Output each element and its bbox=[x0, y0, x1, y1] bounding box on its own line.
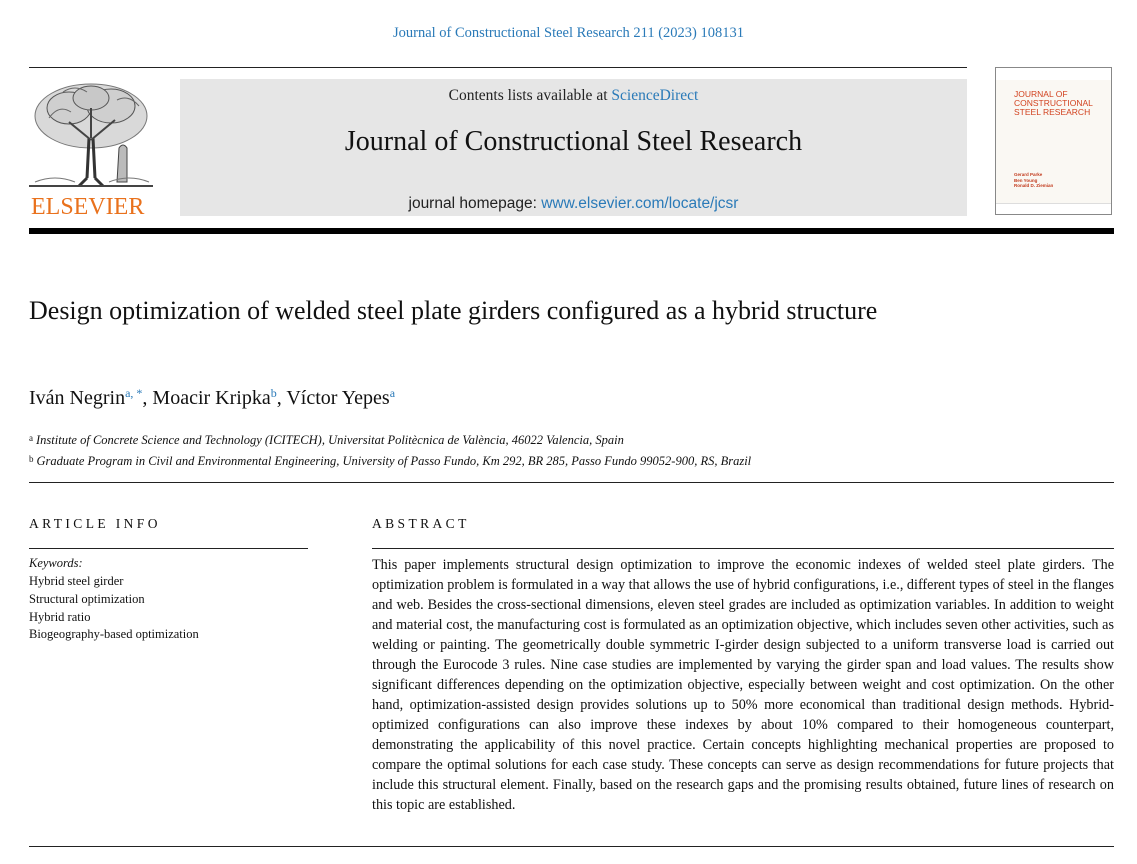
article-title: Design optimization of welded steel plate girders configured as a hybrid structure bbox=[29, 296, 878, 325]
abstract-rule bbox=[372, 548, 1114, 549]
keyword: Structural optimization bbox=[29, 591, 145, 606]
affiliation-text: Institute of Concrete Science and Technology (ICITECH), Universitat Politècnica de València, 46022 Valencia, Spain bbox=[36, 433, 624, 447]
top-rule bbox=[29, 67, 967, 68]
keyword: Hybrid steel girder bbox=[29, 574, 124, 588]
homepage-link[interactable]: www.elsevier.com/locate/jcsr bbox=[541, 195, 739, 212]
journal-citation[interactable]: Journal of Constructional Steel Research 211 (2023) 108131 bbox=[392, 25, 745, 41]
keywords-list bbox=[29, 573, 199, 644]
cover-title-line: STEEL RESEARCH bbox=[1014, 107, 1091, 117]
contents-line bbox=[180, 87, 967, 105]
affiliation-mark: b bbox=[29, 454, 34, 464]
sciencedirect-link[interactable]: ScienceDirect bbox=[611, 87, 699, 104]
affiliation bbox=[29, 429, 751, 450]
cover-top-band bbox=[996, 68, 1111, 80]
keywords-label: Keywords: bbox=[29, 556, 83, 570]
cover-editor: Ronald D. Ziemian bbox=[1014, 183, 1054, 188]
cover-editors bbox=[1014, 172, 1053, 189]
elsevier-wordmark: ELSEVIER bbox=[31, 194, 145, 220]
cover-title-line: CONSTRUCTIONAL bbox=[1014, 98, 1093, 108]
keyword: Biogeography-based optimization bbox=[29, 627, 199, 642]
homepage-prefix: journal homepage: bbox=[408, 195, 542, 212]
homepage-line bbox=[180, 195, 967, 213]
cover-title-line: JOURNAL OF bbox=[1014, 89, 1068, 99]
header-thick-rule bbox=[29, 228, 1114, 234]
bottom-rule bbox=[29, 846, 1114, 847]
author-name[interactable]: Víctor Yepes bbox=[286, 387, 390, 409]
author-list: Iván Negrin$^{a, *}$, Moacir Kripka$^b$, Víctor Yepes$^a$ bbox=[29, 386, 396, 409]
affiliations bbox=[29, 429, 751, 471]
author-affil-mark[interactable]: a, * bbox=[125, 386, 143, 400]
abstract-text: This paper implements structural design optimization to improve the economic indexes of welded steel plate girders. The optimization problem is formulated in a way that allows the use of hybrid configurations, i.e., different types of steel in the flanges and web. Besides the cross-sectional dimensions, eleven steel grades are included as optimization variables. In addition to weight and material cost, the manufacturing cost is formulated as an optimization objective, which includes seven other activities, such as welding or painting. The geometrically double symmetric I-girder design subjected to a uniform transverse load is carried out through the Eurocode 3 rules. Nine case studies are implemented by varying the girder span and load values. The results show significant differences depending on the optimization objective, especially between weight and cost optimization. On the other hand, optimization-assisted design provides solutions up to 50% more economical than traditional design methods. Hybrid-optimized configurations can also improve these indexes by about 10% compared to their homogeneous counterpart, demonstrating the applicability of this novel practice. Certain concepts highlighting mechanical properties are proposed to compare the optimal solutions for each case study. These concepts can serve as design recommendations for future projects that include this structural element. Finally, based on the research gaps and the promising results obtained, future lines of research on this topic are established. bbox=[372, 557, 1114, 813]
author-name[interactable]: Iván Negrin bbox=[29, 387, 126, 409]
cover-editor: Ben Young bbox=[1014, 177, 1038, 183]
article-info-heading: ARTICLE INFO bbox=[29, 516, 161, 531]
abstract-heading: ABSTRACT bbox=[372, 516, 470, 531]
journal-name: Journal of Constructional Steel Research bbox=[344, 126, 803, 157]
author-name[interactable]: Moacir Kripka bbox=[152, 387, 271, 409]
section-rule bbox=[29, 482, 1114, 483]
author-affil-mark[interactable]: a bbox=[389, 386, 396, 400]
elsevier-tree-icon bbox=[29, 78, 153, 190]
contents-prefix: Contents lists available at bbox=[448, 87, 612, 104]
journal-cover-thumbnail[interactable] bbox=[995, 67, 1112, 215]
journal-banner bbox=[180, 79, 967, 216]
affiliation-mark: a bbox=[29, 433, 33, 443]
keyword: Hybrid ratio bbox=[29, 609, 91, 624]
cover-bottom-band bbox=[996, 203, 1111, 214]
affiliation bbox=[29, 450, 751, 471]
cover-title bbox=[1014, 90, 1093, 117]
affiliation-text: Graduate Program in Civil and Environmental Engineering, University of Passo Fundo, Km 292, BR 285, Passo Fundo 99052-900, RS, Brazil bbox=[36, 454, 752, 468]
cover-editor: Gerard Parke bbox=[1014, 172, 1043, 177]
article-info-rule bbox=[29, 548, 308, 549]
author-affil-mark[interactable]: b bbox=[270, 386, 277, 400]
